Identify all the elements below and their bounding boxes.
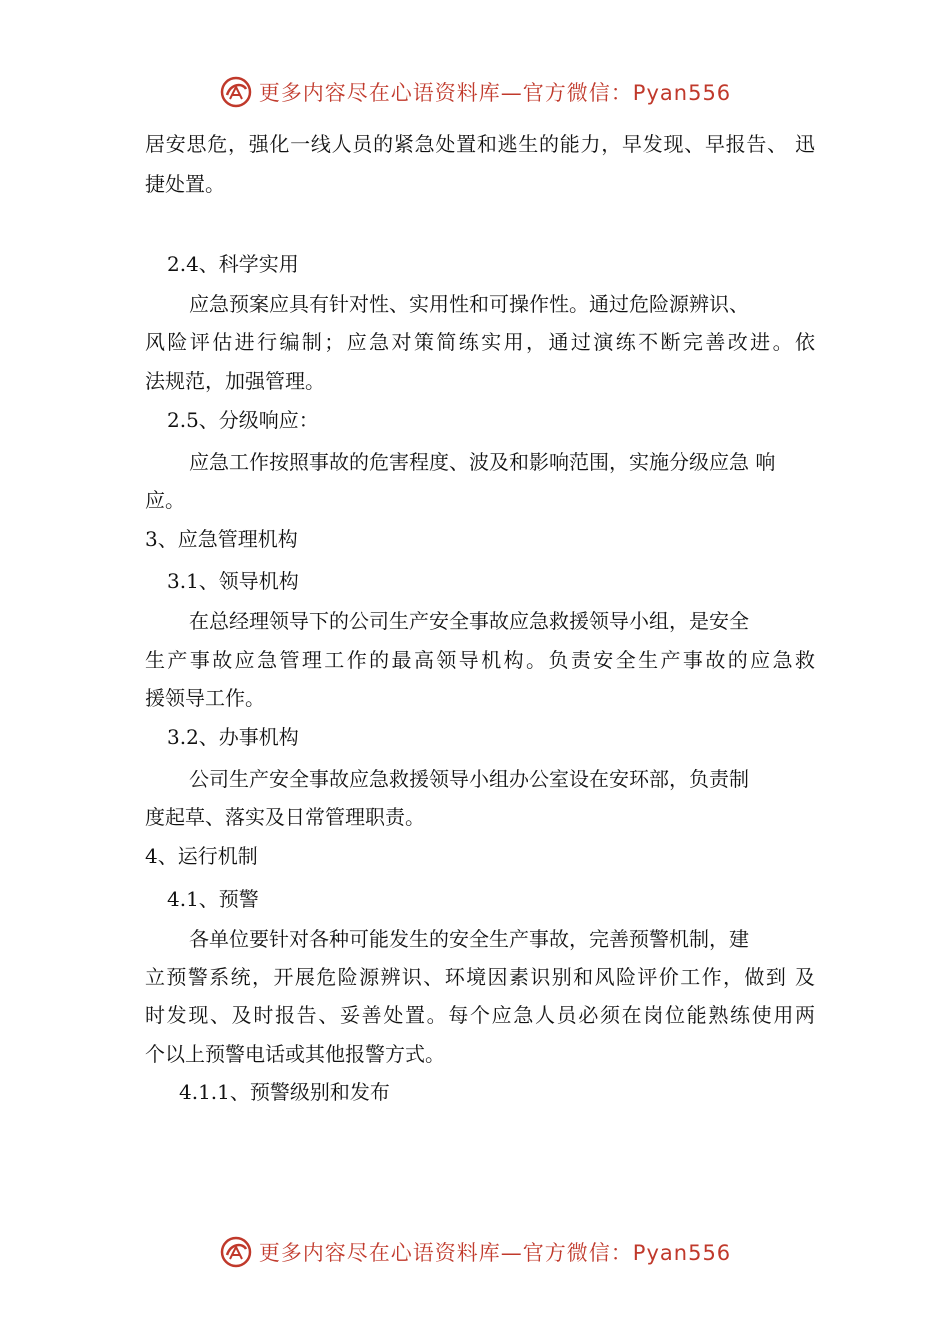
paragraph-line: 立预警系统，开展危险源辨识、环境因素识别和风险评价工作，做到 及 (145, 965, 815, 989)
paragraph-line: 度起草、落实及日常管理职责。 (145, 805, 425, 829)
section-heading-3-1: 3.1、领导机构 (167, 569, 299, 593)
paragraph-line: 应急工作按照事故的危害程度、波及和影响范围，实施分级应急 响 (189, 450, 776, 474)
section-heading-4-1: 4.1、预警 (167, 887, 259, 911)
paragraph-line: 在总经理领导下的公司生产安全事故应急救援领导小组，是安全 (189, 609, 749, 633)
paragraph-line: 公司生产安全事故应急救援领导小组办公室设在安环部，负责制 (189, 767, 749, 791)
section-heading-3: 3、应急管理机构 (145, 527, 298, 551)
paragraph-line: 援领导工作。 (145, 686, 265, 710)
watermark-logo-icon (219, 75, 253, 109)
section-heading-2-4: 2.4、科学实用 (167, 252, 299, 276)
paragraph-line: 个以上预警电话或其他报警方式。 (145, 1042, 445, 1066)
paragraph-line: 风险评估进行编制；应急对策简练实用，通过演练不断完善改进。依 (145, 330, 815, 354)
section-heading-4: 4、运行机制 (145, 844, 258, 868)
watermark-text: 更多内容尽在心语资料库—官方微信：Pyan556 (258, 81, 732, 105)
paragraph-line: 生产事故应急管理工作的最高领导机构。负责安全生产事故的应急救 (145, 648, 815, 672)
paragraph-line: 应急预案应具有针对性、实用性和可操作性。通过危险源辨识、 (189, 292, 749, 316)
paragraph-line: 法规范，加强管理。 (145, 369, 325, 393)
paragraph-line: 各单位要针对各种可能发生的安全生产事故，完善预警机制，建 (189, 927, 749, 951)
section-heading-2-5: 2.5、分级响应： (167, 408, 319, 432)
section-heading-4-1-1: 4.1.1、预警级别和发布 (179, 1080, 390, 1104)
watermark-logo-icon (219, 1235, 253, 1269)
footer-watermark (0, 1232, 950, 1272)
watermark-text: 更多内容尽在心语资料库—官方微信：Pyan556 (258, 1241, 732, 1265)
section-heading-3-2: 3.2、办事机构 (167, 725, 299, 749)
paragraph-line: 应。 (145, 488, 185, 512)
paragraph-line: 捷处置。 (145, 172, 225, 196)
paragraph-line: 时发现、及时报告、妥善处置。每个应急人员必须在岗位能熟练使用两 (145, 1003, 815, 1027)
header-watermark (0, 72, 950, 112)
paragraph-line: 居安思危，强化一线人员的紧急处置和逃生的能力，早发现、早报告、 迅 (145, 132, 815, 156)
